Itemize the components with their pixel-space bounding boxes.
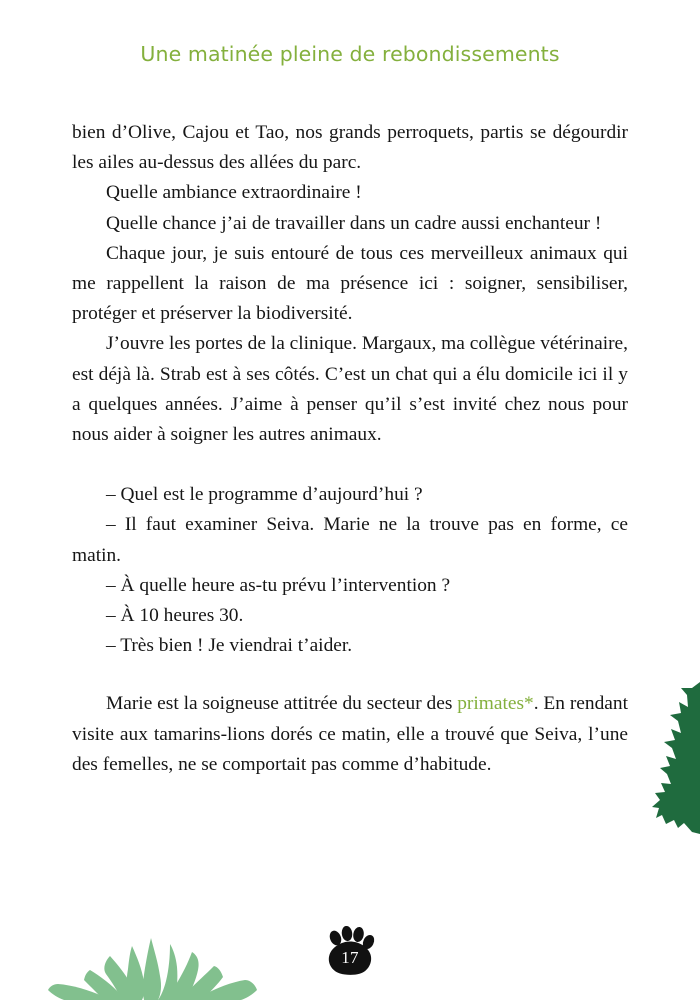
dialogue-line-3: – À quelle heure as-tu prévu l’intervention ?: [106, 574, 451, 596]
dialogue-line-4: – À 10 heures 30.: [106, 605, 244, 627]
monstera-leaf-icon: [648, 682, 700, 834]
glossary-term-primates[interactable]: primates: [457, 693, 525, 715]
paragraph-1: bien d’Olive, Cajou et Tao, nos grands perroquets, partis se dégourdir les ailes au-dessus des allées du parc.: [72, 122, 628, 174]
paragraph-2: Quelle ambiance extraordinaire !: [106, 182, 362, 204]
text-column: [72, 118, 628, 780]
paragraph-spacer: [72, 450, 628, 480]
dialogue-line-5: – Très bien ! Je viendrai t’aider.: [106, 635, 353, 657]
dialogue-line-1: – Quel est le programme d’aujourd’hui ?: [106, 484, 423, 506]
paragraph-5: J’ouvre les portes de la clinique. Margaux, ma collègue vétérinaire, est déjà là. Strab est à ses côtés. C’est un chat qui a élu domicile ici il y a quelques années. J’aime à penser qu’il s’est invité chez nous pour nous aider à soigner les autres animaux.: [72, 333, 628, 446]
glossary-marker-asterisk: *: [524, 693, 534, 715]
paragraph-6-tail: . En rendant visite aux tamarins-lions dorés ce matin, elle a trouvé que Seiva, l’une des femelles, ne se comportait pas comme d’habitude.: [72, 693, 628, 775]
paragraph-6-lead: Marie est la soigneuse attitrée du secteur des: [106, 693, 458, 715]
dialogue-line-2: – Il faut examiner Seiva. Marie ne la trouve pas en forme, ce matin.: [72, 514, 628, 566]
page-number: 17: [341, 948, 359, 967]
paw-print-icon: [323, 926, 377, 976]
page-title: Une matinée pleine de rebondissements: [140, 42, 560, 66]
paragraph-4: Chaque jour, je suis entouré de tous ces merveilleux animaux qui me rappellent la raison de ma présence ici : soigner, sensibiliser, protéger et préserver la biodiversité.: [72, 242, 628, 325]
dialogue-spacer: [72, 661, 628, 689]
paragraph-6: [72, 689, 628, 780]
folio: [0, 924, 700, 978]
paragraph-3: Quelle chance j’ai de travailler dans un cadre aussi enchanteur !: [106, 212, 602, 234]
